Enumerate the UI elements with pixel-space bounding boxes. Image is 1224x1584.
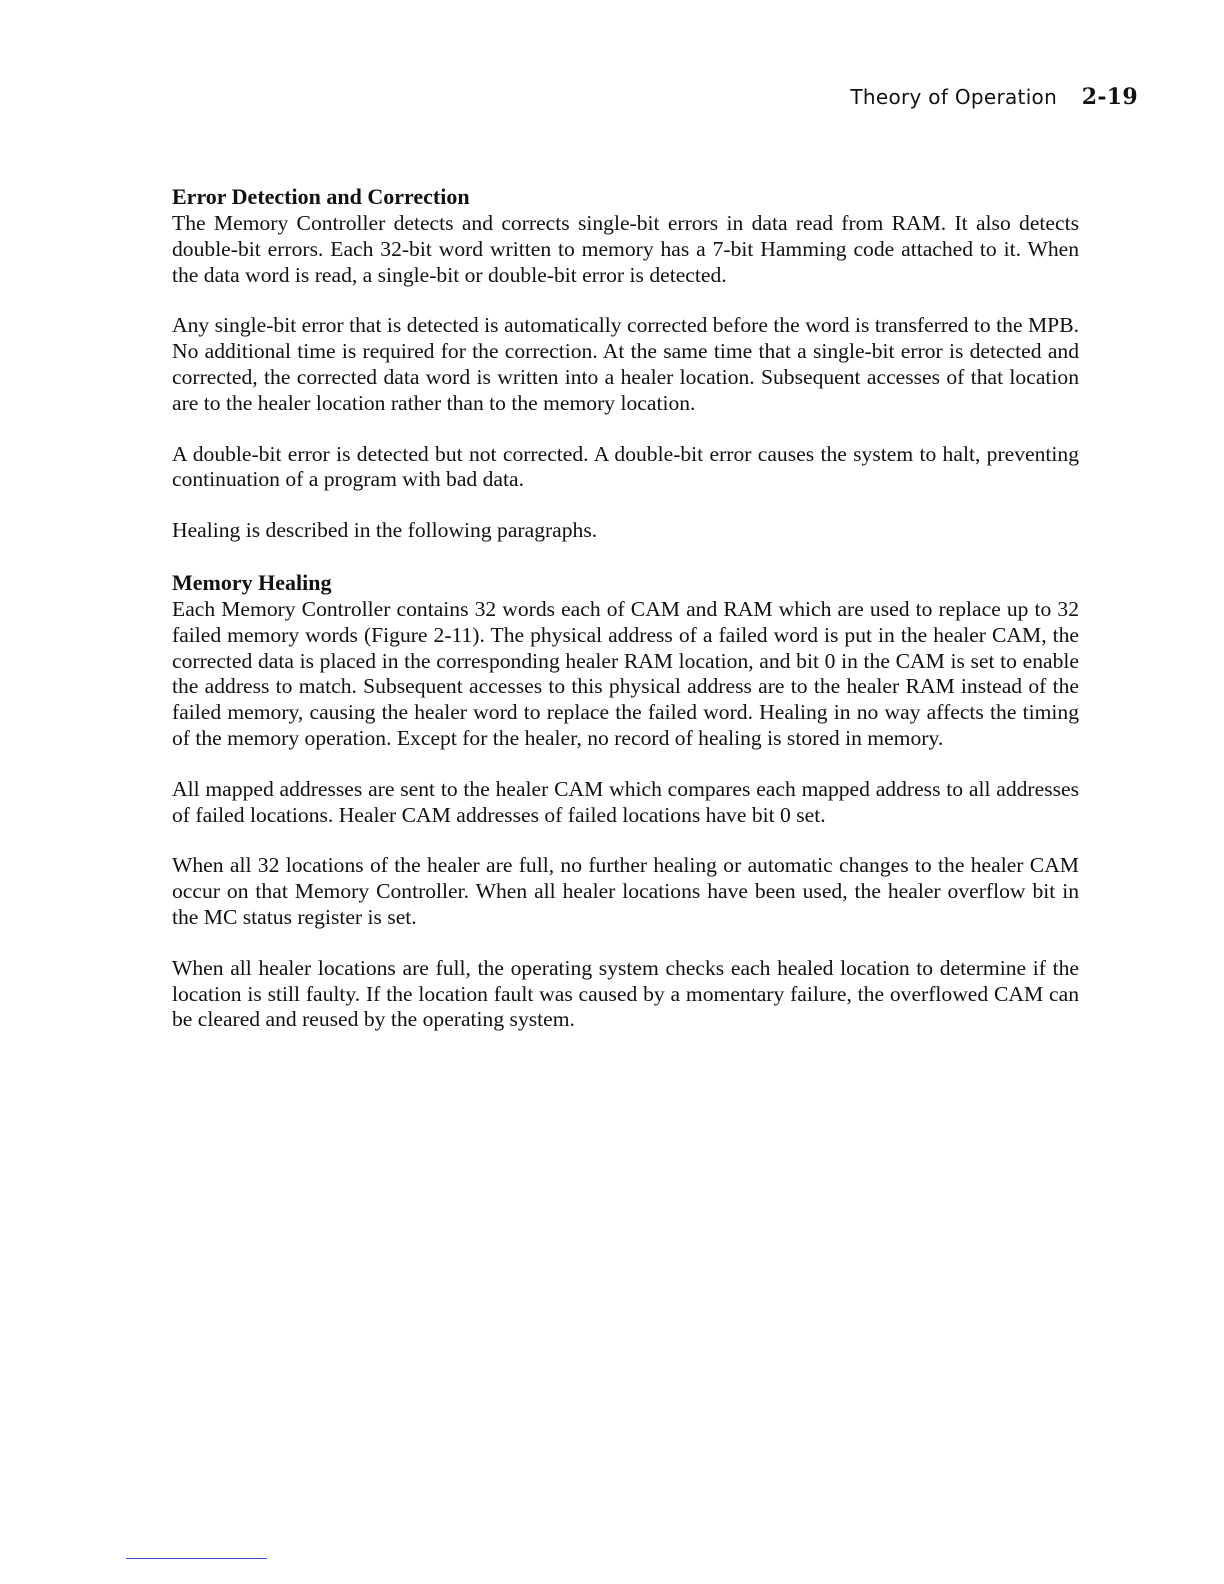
page-content	[172, 183, 1079, 1033]
section-heading: Memory Healing	[172, 569, 332, 595]
paragraph: Healing is described in the following paragraphs.	[172, 518, 598, 543]
paragraph: When all 32 locations of the healer are full, no further healing or automatic changes to the healer CAM occur on that Memory Controller. When all healer locations have been used, the healer overflow bit in the MC status register is set.	[172, 853, 1079, 929]
page-number: 2-19	[1081, 84, 1138, 110]
footer-rule	[126, 1558, 267, 1559]
paragraph: A double-bit error is detected but not corrected. A double-bit error causes the system to halt, preventing continuation of a program with bad data.	[172, 441, 1079, 492]
header-section-name: Theory of Operation	[850, 85, 1058, 109]
section-heading: Error Detection and Correction	[172, 184, 470, 209]
running-header	[850, 84, 1138, 110]
paragraph: Any single-bit error that is detected is automatically corrected before the word is transferred to the MPB. No additional time is required for the correction. At the same time that a single-bit error is detected and corrected, the corrected data word is written into a healer location. Subsequent accesses of that location are to the healer location rather than to the memory location.	[172, 313, 1079, 415]
paragraph: When all healer locations are full, the operating system checks each healed location to determine if the location is still faulty. If the location fault was caused by a momentary failure, the overflowed CAM can be cleared and reused by the operating system.	[172, 955, 1079, 1032]
section-memory-healing	[172, 569, 1079, 1033]
paragraph: Each Memory Controller contains 32 words each of CAM and RAM which are used to replace up to 32 failed memory words (Figure 2-11). The physical address of a failed word is put in the healer CAM, the corrected data is placed in the corresponding healer RAM location, and bit 0 in the CAM is set to enable the address to match. Subsequent accesses to this physical address are to the healer RAM instead of the failed memory, causing the healer word to replace the failed word. Healing in no way affects the timing of the memory operation. Except for the healer, no record of healing is stored in memory.	[172, 596, 1079, 750]
paragraph: The Memory Controller detects and corrects single-bit errors in data read from RAM. It also detects double-bit errors. Each 32-bit word written to memory has a 7-bit Hamming code attached to it. When the data word is read, a single-bit or double-bit error is detected.	[172, 211, 1079, 287]
section-error-detection	[172, 183, 1079, 544]
paragraph: All mapped addresses are sent to the healer CAM which compares each mapped address to all addresses of failed locations. Healer CAM addresses of failed locations have bit 0 set.	[172, 776, 1079, 827]
